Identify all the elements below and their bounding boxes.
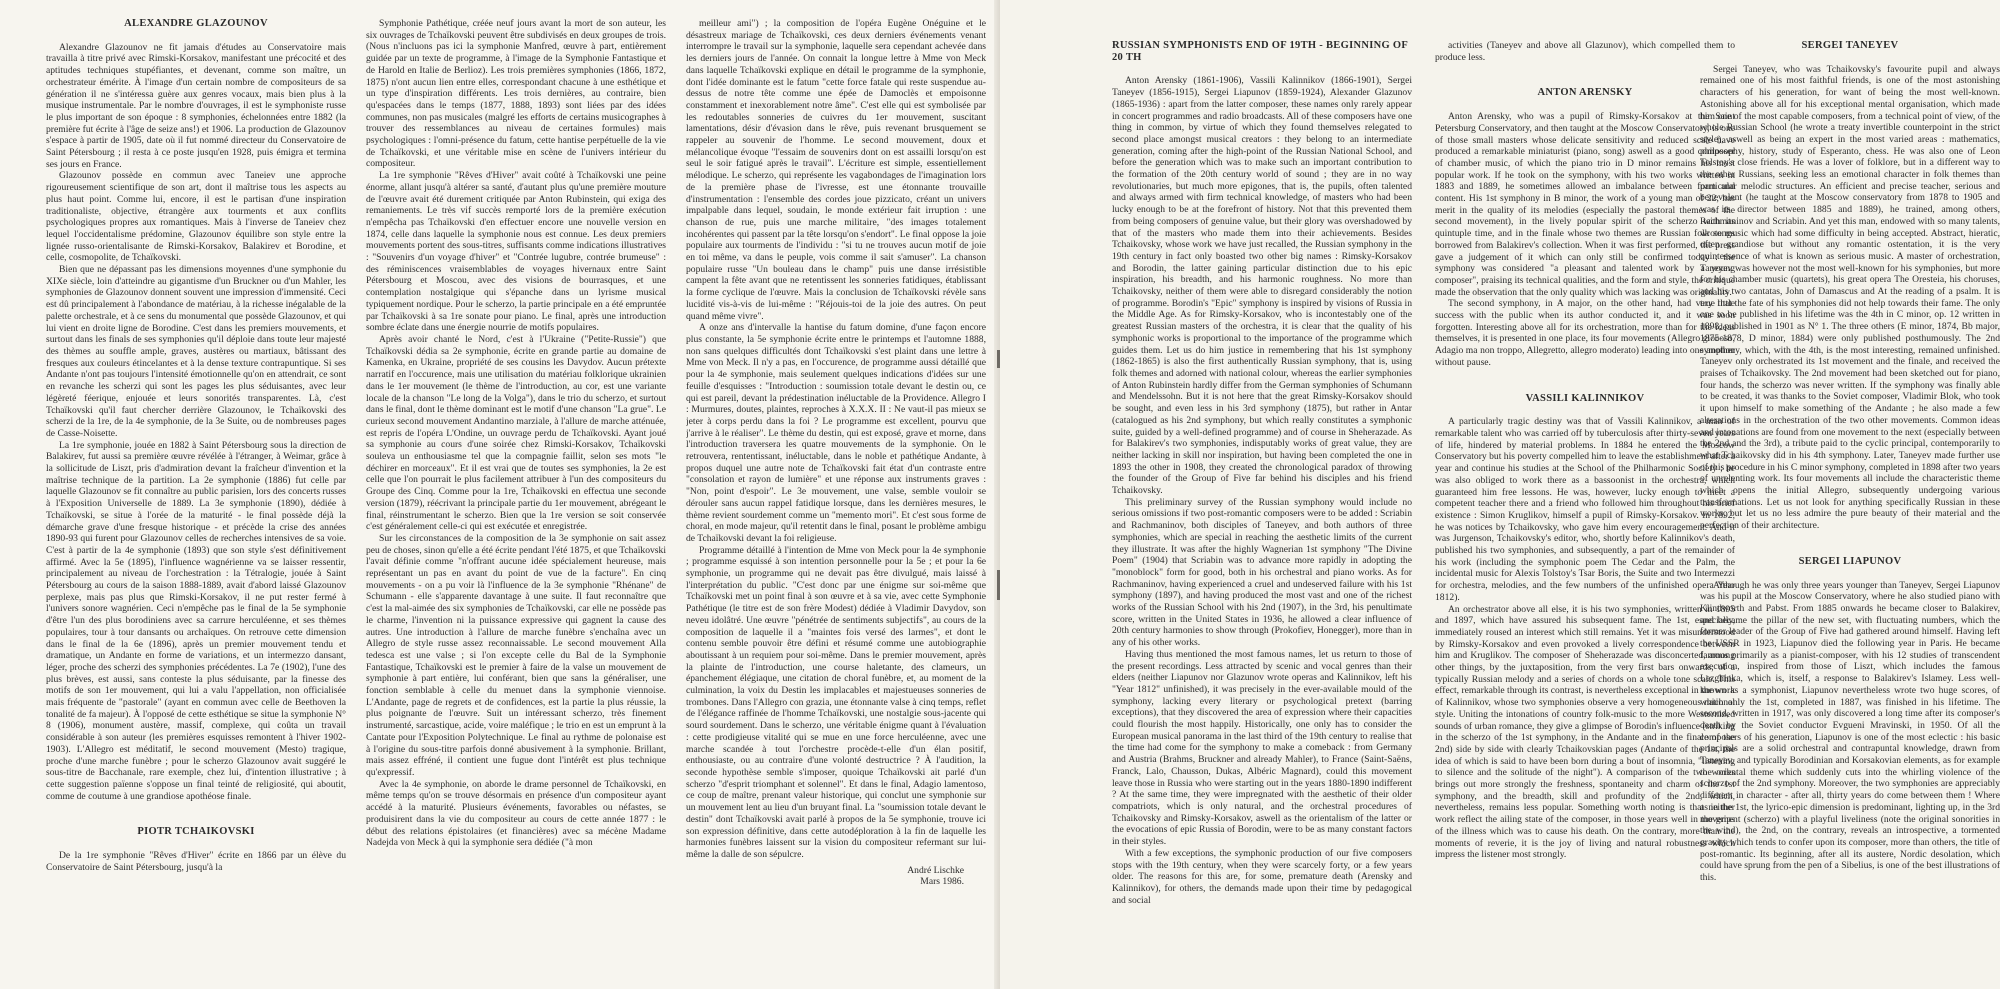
paragraph: Glazounov possède en commun avec Taneiev une approche rigoureusement scientifique de son art, dont il maîtrise tous les aspects au plus haut point. Comme lui, encore, il est le partisan d'une inspiration traditionaliste, objective, étrangère aux tourments et aux conflits psychologiques propres aux romantiques. Mais à l'inverse de Taneiev chez lequel l'occidentalisme prédomine, Glazounov équilibre son style entre la lignée russo-orientalisante de Rimski-Korsakov, Balakirev et Borodine, et celle, cosmopolite, de Tchaïkovski. bbox=[46, 170, 346, 264]
paragraph: Symphonie Pathétique, créée neuf jours avant la mort de son auteur, les six ouvrages de Tchaïkovski peuvent être subdivisés en deux groupes de trois. (Nous n'incluons pas ici la symphonie Manfred, œuvre à part, entièrement guidée par un texte de programme, à l'image de la Symphonie Fantastique et de Harold en Italie de Berlioz). Les trois premières symphonies (1866, 1872, 1875) n'ont aucun lien entre elles, correspondant chacune à une esthétique et un type d'inspiration différents. Les trois dernières, au contraire, bien qu'espacées dans le temps (1877, 1888, 1893) sont liées par des idées communes, non pas musicales (malgré les efforts de certains musicographes à trouver des ressemblances au niveau de certaines formules) mais psychologiques : l'omni-présence du fatum, cette hantise perpétuelle de la vie de Tchaïkovski, et une véritable mise en scène de l'univers intérieur du compositeur. bbox=[366, 18, 666, 170]
paragraphs bbox=[1112, 75, 1412, 906]
heading-glazounov: ALEXANDRE GLAZOUNOV bbox=[124, 18, 268, 29]
paragraph: meilleur ami") ; la composition de l'opéra Eugène Onéguine et le désastreux mariage de Tchaïkovski, ces deux derniers événements venant interrompre le travail sur la symphonie, laquelle sera cependant achevée dans les derniers jours de l'année. On connait la longue lettre à Mme von Meck dans laquelle Tchaïkovski explique en détail le programme de la symphonie, dont l'idée dominante est le fatum "cette force fatale qui reste suspendue au-dessus de notre tête comme une épée de Damoclès et empoisonne constamment et inexorablement notre âme". C'est elle qui est symbolisée par les redoutables sonneries de cuivres du 1er mouvement, suscitant lamentations, désir d'évasion dans le rêve, puis revenant brusquement se rappeler au souvenir de l'homme. Le second mouvement, doux et mélancolique évoque "l'essaim de souvenirs dont on est assailli lorsqu'on est seul le soir fatigué après le travail". L'écriture est simple, essentiellement mélodique. Le scherzo, qui représente les vagabondages de l'imagination lors de la première phase de l'ivresse, est une étonnante trouvaille d'instrumentation : l'ensemble des cordes joue pizzicato, créant un univers impalpable dans lequel, soudain, le monde extérieur fait irruption : une chanson de rue, puis une marche militaire, "des images totalement incohérentes qui passent par la tête lorsqu'on s'endort". Le final oppose la joie populaire aux tourments de l'individu : "si tu ne trouves aucun motif de joie en toi même, va dans le peuple, vois comme il sait s'amuser". La chanson populaire russe "Un bouleau dans le champ" puis une danse irrésistible campent la fête avant que ne retentissent les sonneries fatidiques, établissant la forme cyclique de l'œuvre. Mais la conclusion de Tchaïkovski révèle sans lucidité vis-à-vis de lui-même : "Réjouis-toi de la joie des autres. On peut quand même vivre". bbox=[686, 18, 986, 322]
heading-taneyev: SERGEI TANEYEV bbox=[1801, 40, 1899, 51]
paragraph: Anton Arensky (1861-1906), Vassili Kalinnikov (1866-1901), Sergei Taneyev (1856-1915), Sergei Liapunov (1859-1924), Alexander Glazunov (1865-1936) : apart from the latter composer, these names only rarely appear in concert programmes and radio broadcasts. All of these composers have one thing in common, by virtue of which they found themselves relegated to second place amongst musical creators : they belong to an intermediate generation, coming after the high-point of the Russian National School, and before the generation which was to make such an important contribution to the formation of the 20th century world of sound ; they are in no way revolutionaries, but much more epigones, that is, the pupils, often talented and always armed with firm technical knowledge, of masters who had been lucky enough to be at the forefront of history. Not that this prevented them from being composers of genuine value, but their glory was overshadowed by that of the masters who made them into their achievements. Besides Tchaikovsky, whose work we have just recalled, the Russian symphony in the 19th century in fact only boasted two other big names : Rimsky-Korsakov and Borodin, the latter gaining particular distinction due to his epic inspiration, his breadth, and his harmonic roughness. No more than Tchaikovsky, neither of them were able to disregard considerably the notion of programme. Borodin's "Epic" symphony is inspired by visions of Russia in the Middle Age. As for Rimsky-Korsakov, who is incontestably one of the greatest Russian masters of the orchestra, it is clear that the quality of his symphonic works is proportional to the importance of the programme which guides them. Let us do him justice in remembering that his 1st symphony (1862-1865) is also the first authentically Russian symphony, that is, using folk themes and adorned with national colour, whereas the earlier symphonies of Anton Rubinstein hardly differ from the German symphonies of Schumann and Mendelssohn. But it is not here that the great Rimsky-Korsakov should be sought, and even less in his 3rd symphony (1875), but rather in Antar (catalogued as his 2nd symphony, but which really constitutes a symphonic suite, guided by a well-defined programme) and of course in Sheherazade. As for Balakirev's two symphonies, indisputably works of great value, they are neither lacking in skill nor inspiration, but having been completed the one in 1893 the other in 1908, they created the chronological paradox of throwing the founder of the Group of Five far behind his disciples and his friend Tchaikovsky. bbox=[1112, 75, 1412, 497]
signature-name: André Lischke bbox=[907, 864, 964, 876]
paragraph: La 1re symphonie "Rêves d'Hiver" avait coûté à Tchaïkovski une peine énorme, allant jusqu'à altérer sa santé, d'autant plus qu'une première mouture de l'œuvre avait été durement critiquée par Anton Rubinstein, qui exiga des remaniements. Le très vif succès remporté lors de la première exécution n'empêcha pas Tchaïkovski d'en effectuer encore une nouvelle version en 1874, celle dans laquelle la symphonie nous est connue. Les deux premiers mouvements portent des sous-titres, suffisants comme indications illustratives : "Souvenirs d'un voyage d'hiver" et "Contrée lugubre, contrée brumeuse" : des réminiscences vraisemblables de voyages hivernaux entre Saint Pétersbourg et Moscou, avec des visions de bourrasques, et une contemplation nostalgique qui s'épanche dans un lyrisme musical typiquement nordique. Pour le scherzo, la partie principale en a été empruntée par Tchaïkovski à sa 1re sonate pour piano. Le final, après une introduction sombre éclate dans une énergie nourrie de motifs populaires. bbox=[366, 170, 666, 334]
paragraph: An orchestrator above all else, it is his two symphonies, written in 1895 and 1897, which have assured his subsequent fame. The 1st, especially, immediately roused an interest which still remains. Yet it was misunderstood by Rimsky-Korsakov and even provoked a lively correspondence between him and Kruglikov. The composer of Sheherazade was disconcerted, among other things, by the juxtaposition, from the very first bars onwards, of a typically Russian melody and a series of chords on a whole tone scale. This effect, remarkable through its contrast, is nevertheless exceptional in the work of Kalinnikov, whose two symphonies observe a very homogeneous national style. Uniting the intonations of country folk-music to the more Westernized sounds of urban romance, they give a glimpse of Borodin's influence (striking in the scherzo of the 1st symphony, in the Andante and in the finale of the 2nd) side by side with clearly Tchaikovskian pages (Andante of the 1st, the idea of which is said to have been born during a bout of insomnia, "listening to silence and the solitude of the night"). A comparison of the two works brings out more strongly the freshness, spontaneity and charm of the 1st symphony, and the breadth, skill and profundity of the 2nd, which, nevertheless, remains less popular. Something worth noting is that neither work reflect the ailing state of the composer, in those years well in the grips of the illness which was to cause his death. On the contrary, more than the moments of reverie, it is the joy of living and natural robustness which impress the listener most strongly. bbox=[1435, 603, 1735, 861]
paragraphs bbox=[1435, 416, 1735, 861]
paragraph: Although he was only three years younger than Taneyev, Sergei Liapunov was his pupil at the Moscow Conservatory, where he also studied piano with Klindworth and Pabst. From 1885 onwards he became closer to Balakirev, and became the pillar of the new set, with fluctuating numbers, which the former leader of the Group of Five had gathered around himself. Having left the USSR in 1923, Liapunov died the following year in Paris. He became famous primarily as a pianist-composer, with his 12 studies of transcendent execution, inspired from those of Liszt, which includes the famous Lezghinka, which is, itself, a response to Balakirev's Islamey. Less well-known as a symphonist, Liapunov nevertheless wrote two huge scores, of which only the 1st, completed in 1887, was finished in his lifetime. The second, written in 1917, was only discovered a long time after its composer's death by the Soviet conductor Evgueni Mravinski, in 1950. Of all the composers of his generation, Liapunov is one of the most eclectic : his basic principals are a solid orchestral and contrapuntal knowledge, drawn from Taneyev, and typically Borodinian and Korsakovian elements, as for example the oriental theme which suddenly cuts into the whirling violence of the scherzo of the 2nd symphony. Moreover, the two symphonies are appreciably different in character - after all, thirty years do come between them ! Where as in the 1st, the lyrico-epic dimension is predominant, lighting up, in the 3rd movement (scherzo) with a playful liveliness (note the original sonorities in the wind), the 2nd, on the contrary, reveals an introspective, a tormented gravity which tends to confer upon its composer, more than others, the title of post-romantic. Its beginning, after all its austere, Nordic desolation, which could have sprung from the pen of a Sibelius, is one of the best illustrations of this. bbox=[1700, 579, 2000, 884]
paragraph: De la 1re symphonie "Rêves d'Hiver" écrite en 1866 par un élève du Conservatoire de Saint Pétersbourg, jusqu'à la bbox=[46, 850, 346, 873]
heading-liapunov: SERGEI LIAPUNOV bbox=[1798, 555, 1902, 567]
paragraph: La 1re symphonie, jouée en 1882 à Saint Pétersbourg sous la direction de Balakirev, fut aussi sa première œuvre révélée à l'étranger, à Weimar, grâce à la sollicitude de Liszt, pris d'admiration devant la fraîcheur d'invention et la maîtrise technique de la partition. La 2e symphonie (1886) fut celle par laquelle Glazounov se fit connaître au public parisien, lors des concerts russes à l'Exposition Universelle de 1889. La 3e symphonie (1890), dédiée à Tchaïkovski, se situe à l'orée de la maturité - le final possède déjà la démarche grave d'une fresque historique - et précède la crise des années 1890-93 qui furent pour Glazounov celles de recherches intensives de sa voie. C'est à partir de la 4e symphonie (1893) que son style s'est définitivement affirmé. Avec la 5e (1895), l'influence wagnérienne va se laisser ressentir, principalement au niveau de l'orchestration : la Tétralogie, jouée à Saint Pétersbourg au cours de la saison 1888-1889, avait d'abord laissé Glazounov perplexe, mais pas plus que Rimski-Korsakov, il ne put rester fermé à l'univers sonore wagnérien. Ceci n'empêche pas le final de la 5e symphonie d'être l'un des plus borodiniens avec sa carrure herculéenne, et ses thèmes populaires, tour à tour dansants ou archaïques. On retrouve cette dimension dans le final de la 6e (1896), après un premier mouvement tendu et dramatique, un Andante en forme de variations, et un intermezzo dansant, léger, proche des scherzi des symphonies précédentes. La 7e (1902), l'une des plus brèves, est aussi, sans conteste la plus séduisante, par la finesse des motifs de son 1er mouvement, qui lui a valu l'appellation, non officialisée mais fréquente de "pastorale" (ayant en commun avec celle de Beethoven la tonalité de fa majeur). À l'opposé de cette esthétique se situe la symphonie N° 8 (1906), monument austère, massif, complexe, qui coûta un travail considérable à son auteur (les premières esquisses remontent à l'hiver 1902-1903). L'Allegro est méditatif, le second mouvement (Mesto) tragique, proche d'une marche funèbre ; pour le scherzo Glazounov avait suggéré le sous-titre de Bacchanale, rare exemple, chez lui, d'intention illustrative ; à cette suggestion païenne s'oppose un final teinté de religiosité, qui aboutit, comme de coutume à une grandiose apothéose finale. bbox=[46, 439, 346, 802]
paragraphs bbox=[1700, 64, 2000, 532]
left-column-2 bbox=[366, 18, 666, 983]
english-notes-page bbox=[1000, 0, 2000, 989]
paragraph: Sur les circonstances de la composition de la 3e symphonie on sait assez peu de choses, sinon qu'elle a été écrite pendant l'été 1875, et que Tchaïkovski l'avait définie comme "n'offrant aucune idée spécialement heureuse, mais représentant un pas en avant du point de vue de la facture". En cinq mouvements - on a pu voir là l'influence de la 3e symphonie "Rhénane" de Schumann - elle s'apparente davantage à une suite. Il faut reconnaître que c'est la mal-aimée des six symphonies de Tchaïkovski, car elle ne possède pas le charme, l'invention ni la puissance expressive qui gagnent la cause des autres. Une introduction à l'allure de marche funèbre s'enchaîna avec un Allegro de style russe assez reconnaissable. Le second mouvement Alla tedesca est une valse ; si l'on excepte celle du Bal de la Symphonie Fantastique, Tchaïkovski est le premier à faire de la valse un mouvement de symphonie à part entière, lui conférant, bien que sans la généraliser, une fonction semblable à celle du menuet dans la symphonie viennoise. L'Andante, page de regrets et de confidences, est la partie la plus réussie, la plus poignante de l'œuvre. Suit un intéressant scherzo, très finement instrumenté, sarcastique, acide, voire maléfique ; le trio en est un emprunt à la Cantate pour l'Exposition Polytechnique. Le final au rythme de polonaise est à l'origine du sous-titre parfois donné abusivement à la symphonie. Brillant, mais assez effréné, il contient une fugue dont l'intérêt est plus technique qu'expressif. bbox=[366, 532, 666, 778]
paragraphs bbox=[1700, 580, 2000, 884]
paragraph: A onze ans d'intervalle la hantise du fatum domine, d'une façon encore plus constante, la 5e symphonie écrite entre le printemps et l'automne 1888, non sans quelques difficultés dont Tchaïkovski s'est plaint dans une lettre à Mme von Meck. Il n'y a pas, en l'occurence, de programme aussi détaillé que pour la 4e symphonie, mais seulement quelques indications d'idées sur une feuille d'esquisses : "Introduction : soumission totale devant le destin ou, ce qui est pareil, devant la prédestination inéluctable de la Providence. Allegro I : Murmures, doutes, plaintes, reproches à X.X.X. II : Ne vaut-il pas mieux se jeter à corps perdu dans la foi ? Le programme est excellent, pourvu que j'arrive à le réaliser". Le thème du destin, qui est exposé, grave et morne, dans l'introduction traversera les quatre mouvements de la symphonie. On le retrouvera, rententissant, inéluctable, dans le noble et pathétique Andante, à propos duquel une autre note de Tchaïkovski fait état d'un contraste entre "consolation et rayon de lumière" et une réponse aux instruments graves : "Non, point d'espoir". Le 3e mouvement, une valse, semble vouloir se dérouler sans aucun rappel fatidique lorsque, dans les dernières mesures, le thème revient sourdement comme un "memento mori". Et c'est sous forme de choral, en mode majeur, qu'il retentit dans le final, posant le problème ambigu de Tchaïkovski devant la foi religieuse. bbox=[686, 322, 986, 544]
left-column-1 bbox=[46, 18, 346, 983]
heading-tchaikovski: PIOTR TCHAIKOVSKI bbox=[137, 826, 255, 838]
left-column-3 bbox=[686, 18, 986, 983]
right-column-3 bbox=[1700, 40, 2000, 989]
paragraphs bbox=[46, 850, 346, 873]
paragraph: Après avoir chanté le Nord, c'est à l'Ukraine ("Petite-Russie") que Tchaïkovski dédia sa 2e symphonie, écrite en grande partie au domaine de Kamenka, en Ukraine, propriété de ses cousins les Davydov. Aucun prétexte narratif en l'occurence, mais une utilisation du matériau folklorique ukrainien dans le 1er mouvement (le thème de l'introduction, au cor, est une variante locale de la chanson "Le long de la Volga"), dans le trio du scherzo, et surtout dans le final, dont le thème dominant est le motif d'une chanson "La grue". Le curieux second mouvement Andantino marziale, à l'allure de marche atténuée, est repris de l'opéra L'Ondine, un ouvrage perdu de Tchaïkovski. Ayant joué sa symphonie au cours d'une soirée chez Rimski-Korsakov, Tchaïkovski souleva un enthousiasme tel que la compagnie faillit, selon ses mots "le déchirer en morceaux". Et il est vrai que de toutes ses symphonies, la 2e est celle que l'on pourrait le plus facilement attribuer à l'un des compositeurs du Groupe des Cinq. Comme pour la 1re, Tchaïkovski en effectua une seconde version (1879), réécrivant la principale partie du 1er mouvement, abrégeant le final, réinstrumentant le scherzo. Bien que la 1re version se soit conservée c'est généralement celle-ci qui est exécutée et enregistrée. bbox=[366, 333, 666, 533]
paragraph: A particularly tragic destiny was that of Vassili Kalinnikov, a man of remarkable talent who was carried off by tuberculosis after thirty-seven years of life, hindered by material problems. In 1884 he entered the Moscow Conservatory but his poverty compelled him to leave the establishment after a year and continue his studies at the School of the Philharmonic Society ; he was also obliged to work there as a bassoonist in the orchestra, which guaranteed him free lessons. He was, however, lucky enough to meet a competent teacher there and a friend who followed him throughout his brief existence : Simon Kruglikov, himself a pupil of Rimsky-Korsakov. In 1892, he was notices by Tchaikovsky, who gave him every encouragement. And it was Jurgenson, Tchaikovsky's editor, who, shortly before Kalinnikov's death, published his two symphonies, and subsequently, a part of the remainder of his work (including the symphonic poem The Cedar and the Palm, the incidental music for Alexis Tolstoy's Tsar Boris, the Suite and two Intermezzi for orchestra, melodies, and the few numbers of the unfinished opera Year 1812). bbox=[1435, 416, 1735, 603]
paragraph: activities (Taneyev and above all Glazunov), which compelled them to produce less. bbox=[1435, 40, 1735, 63]
heading-kalinnikov: VASSILI KALINNIKOV bbox=[1525, 392, 1645, 404]
paragraphs bbox=[686, 18, 986, 861]
paragraph: Alexandre Glazounov ne fit jamais d'études au Conservatoire mais travailla à titre privé avec Rimski-Korsakov, manifestant une précocité et des aptitudes techniques stupéfiantes, et devenant, comme son maître, un orchestrateur émérite. À l'image d'un certain nombre de compositeurs de sa génération il ne s'intéressa guère aux genres vocaux, mais bien plus à la musique instrumentale. Par le nombre d'ouvrages, il est le symphoniste russe le plus important de son époque : 8 symphonies, échelonnées entre 1882 (la première fut écrite à l'âge de seize ans!) et 1906. La production de Glazounov s'espace à partir de 1905, date où il fut nommé directeur du Conservatoire de Saint Pétersbourg ; il resta à ce poste jusqu'en 1928, puis émigra et termina ses jours en France. bbox=[46, 41, 346, 170]
paragraph: The second symphony, in A major, on the other hand, had very little success with the public when its author conducted it, and it was soon forgotten. Interesting above all for its orchestration, more than for the ideas themselves, it is presented in one place, its four movements (Allegro giocoso, Adagio ma non troppo, Allegretto, allegro moderato) leading into one another without pause. bbox=[1435, 298, 1735, 368]
paragraphs bbox=[1435, 40, 1735, 63]
paragraph: Sergei Taneyev, who was Tchaikovsky's favourite pupil and always remained one of his most faithful friends, is one of the most astonishing characters of his generation, for want of being the most well-known. Astonishing above all for his exceptional mental organisation, which made him one of the most capable composers, from a technical point of view, of the whole Russian School (he wrote a treaty invertible counterpoint in the strict style), aswell as being an expert in the most varied areas : mathematics, philosophy, history, study of Esperanto, chess. He was also one of Leon Tolstoy's close friends. He was a lover of folklore, but in a different way to the other Russians, seeking less an emotional character in folk themes than particular melodic structures. An efficient and precise teacher, serious and benevolent (he taught at the Moscow conservatory from 1878 to 1905 and was its director between 1885 and 1889), he trained, among others, Rachmaninov and Scriabin. And yet this man, endowed with so many talents, wrote music which had some difficulty in being accepted. Abstract, hieratic, often grandiose but without any romantic ostentation, it is the very quintessence of what is known as serious music. A master of orchestration, Taneyev was however not the most well-known for his symphonies, but more for his chamber music (quartets), his great opera The Oresteia, his choruses, and his two cantatas, John of Damascus and At the reading of a psalm. It is true that the fate of his symphonies did not help towards their fame. The only one to be published in his lifetime was the 4th in C minor, op. 12 written in 1898, published in 1901 as N° 1. The three others (E minor, 1874, Bb major, 1875-1878, D minor, 1884) were only published posthumously. The 2nd symphony, which, with the 4th, is the most interesting, remained unfinished. Taneyev only orchestrated its 1st movement and the finale, and received the praises of Tchaikovsky. The 2nd movement had been sketched out for piano, four hands, the scherzo was never written. If the symphony was finally able to be created, it was thanks to the Soviet composer, Vladimir Blok, who took it upon himself to make something of the Andante ; he also made a few alterations in the orchestration of the two other movements. Common ideas and intonations are found from one movement to the next (especially between the 2nd and the 3rd), a tribute paid to the cyclic principal, contemporarily to what Tchaikovsky did in his 4th symphony. Later, Taneyev made further use of this procedure in his C minor symphony, completed in 1898 after two years of unrelenting work. Its four movements all include the characteristic theme which opens the initial Allegro, subsequently undergoing various transformations. Let us not look for anything specifically Russian in these works, but let us no less admire the pure beauty of their material and the perfection of their architecture. bbox=[1700, 63, 2000, 532]
right-column-2 bbox=[1435, 40, 1735, 989]
right-column-1 bbox=[1112, 40, 1412, 989]
paragraph: Anton Arensky, who was a pupil of Rimsky-Korsakov at the Saint Petersburg Conservatory, and then taught at the Moscow Conservatory, is one of those small masters whose delicate sensitivity and reduced scale have produced a remarkable miniaturist (piano, song) aswell as a good composer of chamber music, of which the piano trio in D minor remains his most popular work. If he took on the symphony, with his two works written in 1883 and 1889, he sometimes allowed an imbalance between form and content. His 1st symphony in B minor, the work of a young man of 22, has merit in the quality of its melodies (especially the pastoral themes of the second movement), in the lively popular spirit of the scherzo with its quintuple time, and in the finale whose two themes are Russian folk songs borrowed from Balakirev's collection. When it was first performed, the press gave a judgement of it which can only still be confirmed today : the symphony was considered "a pleasant and talented work by a young composer", praising its technical qualities, and the form and style, the critique made the observation that the only quality which was lacking was originality. bbox=[1435, 111, 1735, 298]
paragraph: Avec la 4e symphonie, on aborde le drame personnel de Tchaïkovski, en même temps qu'on se trouve désormais en présence d'un compositeur ayant accédé à la maturité. Plusieurs événements, favorables ou néfastes, se produisirent dans la vie du compositeur au cours de cette année 1877 : le début des relations épistolaires (et financières) avec sa mécène Madame Nadejda von Meck à qui la symphonie sera dédiée ("à mon bbox=[366, 778, 666, 849]
paragraphs bbox=[366, 18, 666, 849]
paragraph: This preliminary survey of the Russian symphony would include no serious omissions if two post-romantic composers were to be added : Scriabin and Rachmaninov, both disciples of Taneyev, and both authors of three symphonies, which are special in reaching the aesthetic limits of the current they illustrate. It was after the highly Wagnerian 1st symphony "The Divine Poem" (1904) that Scriabin was to advance more rapidly in adopting the "monoblock" form for good, both in his orchestral and piano works. As for Rachmaninov, having experienced a cruel and undeserved failure with his 1st symphony (1897), and having produced the most vast and one of the richest works of the Russian School with his 2nd (1907), in the 3rd, his penultimate score, written in the United States in 1936, he allowed a clear influence of 20th century harmonies to show through (Prokofiev, Honegger), more than in any of his other works. bbox=[1112, 496, 1412, 649]
signature-date: Mars 1986. bbox=[920, 876, 964, 888]
paragraphs bbox=[1435, 111, 1735, 368]
paragraphs bbox=[46, 42, 346, 803]
paragraph: Programme détaillé à l'intention de Mme von Meck pour la 4e symphonie ; programme esquissé à son intention personnelle pour la 5e ; et pour la 6e symphonie, un programme qui ne devait pas être divulgué, mais laissé à l'interprétation du public. "C'est donc par une énigme sur soi-même que Tchaïkovski met un point final à son œuvre et à sa vie, avec cette Symphonie Pathétique (le titre est de son frère Modest) dédiée à Vladimir Davydov, son neveu idolâtré. Une œuvre "pénétrée de sentiments subjectifs", au cours de la composition de laquelle il a "maintes fois versé des larmes", et dont le contenu semble pouvoir être défini et résumé comme une autobiographie aboutissant à un requiem pour soi-même. Dans le premier mouvement, après la plainte de l'introduction, une course haletante, des clameurs, un épanchement élégiaque, une citation de choral funèbre, et, au moment de la culmination, la voix du Destin les implacables et majestueuses sonneries de trombones. Dans l'Allegro con grazia, une étonnante valse à cinq temps, reflet de l'élégance raffinée de l'homme Tchaïkovski, une nostalgie sous-jacente qui sourd sourdement. Dans le scherzo, une véritable énigme quant à l'évaluation : cette prodigieuse vitalité qui se mue en une force herculéenne, avec une marche scandée à tout l'orchestre procède-t-elle d'un élan positif, enthousiaste, ou au contraire d'une volonté destructrice ? À l'audition, la seconde hypothèse semble s'imposer, quoique Tchaïkovski ait parlé d'un scherzo "d'esprit triomphant et solennel". Et dans le final, Adagio lamentoso, ce coup de maître, prenant valeur historique, qui conclut une symphonie sur un mouvement lent au lieu d'un bruyant final. La "soumission totale devant le destin" dont Tchaïkovski avait parlé à propos de la 5e symphonie, trouve ici son expression définitive, dans cette autodéploration à la fin de laquelle les harmonies funèbres laissent sur la vision du compositeur refermant sur lui-même la dalle de son sépulcre. bbox=[686, 544, 986, 860]
paragraph: Having thus mentioned the most famous names, let us return to those of the present recordings. Less attracted by scenic and vocal genres than their elders (neither Liapunov nor Glazunov wrote operas and Kalinnikov, left his "Year 1812" unfinished), it was precisely in the ever-available mould of the symphony, lacking every literary or psychological pretext (barring exceptions), that they discovered the area of expression where their capacities could flourish the most happily. Historically, one only has to consider the European musical panorama in the last third of the 19th century to realise that the time had come for the symphony to make a comeback : from Germany and Austria (Brahms, Bruckner and already Mahler), to France (Saint-Saëns, Franck, Lalo, Chausson, Dukas, Albéric Magnard), could this movement leave those in Russia who were starting out in the years 1880-1890 indifferent ? At the same time, they were impregnated with the aesthetic of their older compatriots, which is only natural, and the orchestral procedures of Tchaikovsky and Rimsky-Korsakov, aswell as the orientalism of the latter or the evocations of epic Russia of Borodin, were to be as many constant factors in their styles. bbox=[1112, 648, 1412, 848]
heading-russian-symphonists: RUSSIAN SYMPHONISTS END OF 19TH - BEGINNING OF 20 TH bbox=[1112, 40, 1408, 63]
paragraph: Bien que ne dépassant pas les dimensions moyennes d'une symphonie du XIXe siècle, loin d'atteindre au gigantisme d'un Bruckner ou d'un Mahler, les symphonies de Glazounov donnent souvent une impression d'immensité. Ceci est dû principalement à l'abondance de matériau, à la richesse inégalable de la palette orchestrale, et à ce sens du monumental que possède Glazounov, et qui lui vient en droite ligne de Borodine. C'est dans les premiers mouvements, et surtout dans les finals de ses symphonies qu'il déploie dans toute leur majesté des thèmes au souffle ample, graves, austères ou martiaux, bâtissant des fresques aux couleurs étincelantes et à la dense texture contrapuntique. Si ses Andante n'ont pas toujours l'intensité émotionnelle qu'on en attendrait, ce sont en revanche les scherzi qui sont les pages les plus séduisantes, avec leur légèreté féerique, enjouée et leurs sonorités transparentes. Là, c'est Tchaïkovski qu'il faut chercher derrière Glazounov, le Tchaïkovski des scherzi de la 1re, de la 4e symphonie, de la 3e Suite, ou de nombreuses pages de Casse-Noisette. bbox=[46, 264, 346, 439]
heading-arensky: ANTON ARENSKY bbox=[1537, 87, 1633, 99]
author-signature bbox=[686, 865, 986, 888]
paragraph: With a few exceptions, the symphonic production of our five composers stops with the 19th century, when they were scarcely forty, or a few years older. The reasons for this are, for some, premature death (Arensky and Kalinnikov), for others, the demands made upon their time by pedagogical and social bbox=[1112, 847, 1412, 906]
